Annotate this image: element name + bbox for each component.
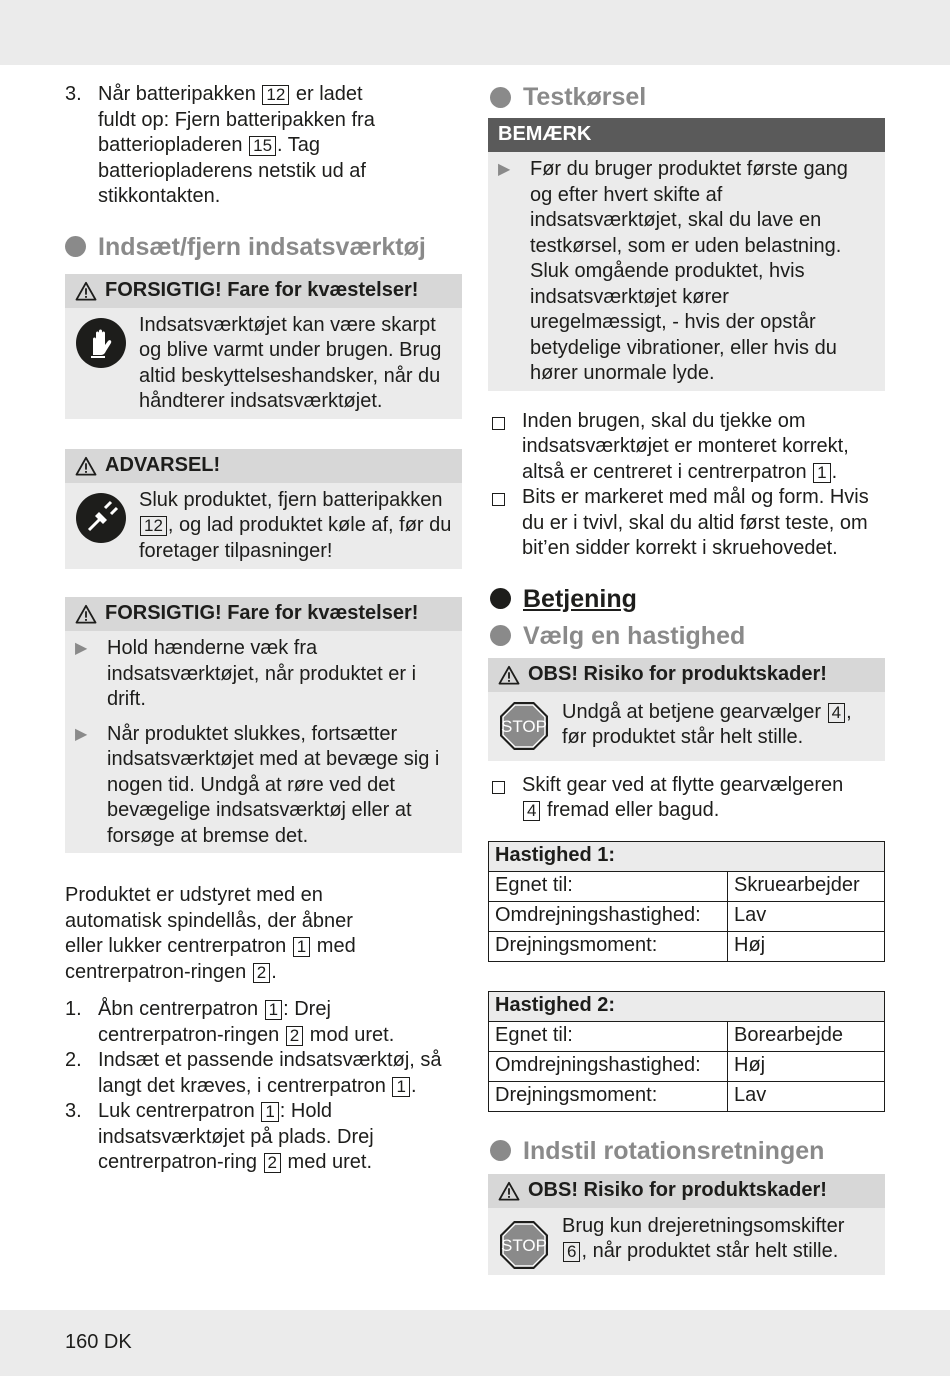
numbered-steps xyxy=(65,997,462,1176)
step-1: 1. Åbn centrerpatron 1 : Drej centrerpatron-ringen 2 mod uret. xyxy=(65,998,395,1046)
bullet-dot-icon xyxy=(65,236,86,257)
ref-number: 2 xyxy=(264,1153,281,1173)
warning-header: FORSIGTIG! Fare for kvæstelser! xyxy=(65,274,462,308)
ref-number: 1 xyxy=(813,463,830,483)
section-heading-operation: Betjening xyxy=(490,584,885,614)
bullet-dot-icon xyxy=(490,625,511,646)
list-item: ▶ Hold hænderne væk fra indsatsværktøjet, når produktet er i drift. xyxy=(65,636,462,713)
warning-header: FORSIGTIG! Fare for kvæstelser! xyxy=(65,597,462,631)
checklist xyxy=(488,409,885,562)
speed-1-table xyxy=(488,841,885,962)
left-column xyxy=(65,82,462,1176)
bullet-dot-icon xyxy=(490,87,511,108)
warning-header: OBS! Risiko for produktskader! xyxy=(488,1174,885,1208)
stop-sign-icon xyxy=(498,700,550,752)
warning-triangle-icon xyxy=(498,1181,520,1201)
ref-number: 15 xyxy=(249,136,276,156)
stop-sign-icon xyxy=(498,1219,550,1271)
spindle-lock-paragraph: Produktet er udstyret med en automatisk spindellås, der åbner eller lukker centrerpatron 1 med centrerpatron-ringen 2 . xyxy=(65,884,356,983)
list-item: ▶ Når produktet slukkes, fortsætter indsatsværktøjet med at bevæge sig i nogen tid. Undgå at røre ved det bevægelige indsatsværktøj eller at forsøge at bremse det. xyxy=(65,722,462,850)
unplug-icon xyxy=(75,492,127,544)
page-number: 160 DK xyxy=(65,1331,132,1353)
ref-number: 12 xyxy=(262,85,289,105)
warning-triangle-icon xyxy=(75,281,97,301)
svg-text:STOP: STOP xyxy=(501,716,547,736)
list-item: Bits er markeret med mål og form. Hvis du er i tvivl, skal du altid først teste, om bit’en sidder korrekt i skruehovedet. xyxy=(490,485,885,562)
table-row: Drejningsmoment: Lav xyxy=(489,1081,885,1111)
ref-number: 1 xyxy=(392,1077,409,1097)
triangle-bullet-icon: ▶ xyxy=(498,161,511,178)
bullet-dot-icon xyxy=(490,588,511,609)
note-box xyxy=(488,118,885,391)
list-item: ▶ Før du bruger produktet første gang og efter hvert skifte af indsatsværktøjet, skal du lave en testkørsel, som er uden belastning. Sluk omgående produktet, hvis indsatsværktøjet kører uregelmæssigt, - hvis der opstår betydelige vibrationer, eller hvis du hører unormale lyde. xyxy=(488,152,885,391)
right-column xyxy=(488,82,885,1275)
ref-number: 2 xyxy=(286,1026,303,1046)
step-3-battery: 3. Når batteripakken 12 er ladet fuldt op: Fjern batteripakken fra batteriopladeren 15 . Tag batteriopladerens netstik ud af stikkontakten. xyxy=(65,83,375,207)
ref-number: 1 xyxy=(265,1000,282,1020)
ref-number: 6 xyxy=(563,1242,580,1262)
list-item: Inden brugen, skal du tjekke om indsatsværktøjet er monteret korrekt, altså er centreret i centrerpatron 1 . xyxy=(490,409,885,486)
checkbox-icon xyxy=(490,409,522,486)
section-heading-rotation: Indstil rotationsretningen xyxy=(490,1136,885,1166)
page-footer xyxy=(0,1310,950,1376)
step-2: 2. Indsæt et passende indsatsværktøj, så langt det kræves, i centrerpatron 1 . xyxy=(65,1049,442,1097)
table-row: Egnet til: Skruearbejder xyxy=(489,871,885,901)
warning-triangle-icon xyxy=(75,604,97,624)
warning-triangle-icon xyxy=(75,456,97,476)
table-row: Drejningsmoment: Høj xyxy=(489,931,885,961)
ref-number: 2 xyxy=(253,963,270,983)
table-header: Hastighed 2: xyxy=(489,991,885,1021)
warning-box-battery: ADVARSEL! Sluk produktet, fjern batteripakken 12 , og lad produktet køle af, før du foretager tilpasninger! xyxy=(65,449,462,570)
top-band xyxy=(0,0,950,65)
section-heading-insert-tool: Indsæt/fjern indsatsværktøj xyxy=(65,232,462,262)
ref-number: 4 xyxy=(523,801,540,821)
svg-text:STOP: STOP xyxy=(501,1235,547,1255)
warning-triangle-icon xyxy=(498,665,520,685)
triangle-bullet-icon: ▶ xyxy=(75,725,88,743)
warning-header: OBS! Risiko for produktskader! xyxy=(488,658,885,692)
checkbox-icon xyxy=(490,773,522,824)
gloves-icon xyxy=(75,317,127,369)
table-row: Omdrejningshastighed: Høj xyxy=(489,1051,885,1081)
note-header: BEMÆRK xyxy=(488,118,885,152)
ref-number: 1 xyxy=(293,937,310,957)
caution-box-hands xyxy=(65,597,462,853)
table-row: Egnet til: Borearbejde xyxy=(489,1021,885,1051)
checkbox-icon xyxy=(490,485,522,562)
caution-box-gloves: FORSIGTIG! Fare for kvæstelser! Indsatsværktøjet kan være skarpt og blive varmt under brugen. Brug altid beskyttelseshandsker, når du håndterer indsatsværktøjet. xyxy=(65,274,462,419)
triangle-bullet-icon: ▶ xyxy=(75,640,88,657)
list-item: Skift gear ved at flytte gearvælgeren 4 fremad eller bagud. xyxy=(488,773,885,824)
section-heading-test-run: Testkørsel xyxy=(490,82,885,112)
speed-2-table xyxy=(488,991,885,1112)
ref-number: 1 xyxy=(261,1102,278,1122)
notice-box-gear: OBS! Risiko for produktskader! STOP Undgå at betjene gearvælger 4 , før produktet står helt stille. xyxy=(488,658,885,761)
section-heading-speed: Vælg en hastighed xyxy=(490,621,885,651)
table-header: Hastighed 1: xyxy=(489,841,885,871)
table-row: Omdrejningshastighed: Lav xyxy=(489,901,885,931)
step-3-close: 3. Luk centrerpatron 1 : Hold indsatsværktøjet på plads. Drej centrerpatron-ring 2 med uret. xyxy=(65,1100,374,1173)
ref-number: 12 xyxy=(140,516,167,536)
warning-header: ADVARSEL! xyxy=(65,449,462,483)
ref-number: 4 xyxy=(828,703,845,723)
notice-box-rotation: OBS! Risiko for produktskader! STOP Brug kun drejeretningsomskifter 6 , når produktet står helt stille. xyxy=(488,1174,885,1275)
bullet-dot-icon xyxy=(490,1140,511,1161)
